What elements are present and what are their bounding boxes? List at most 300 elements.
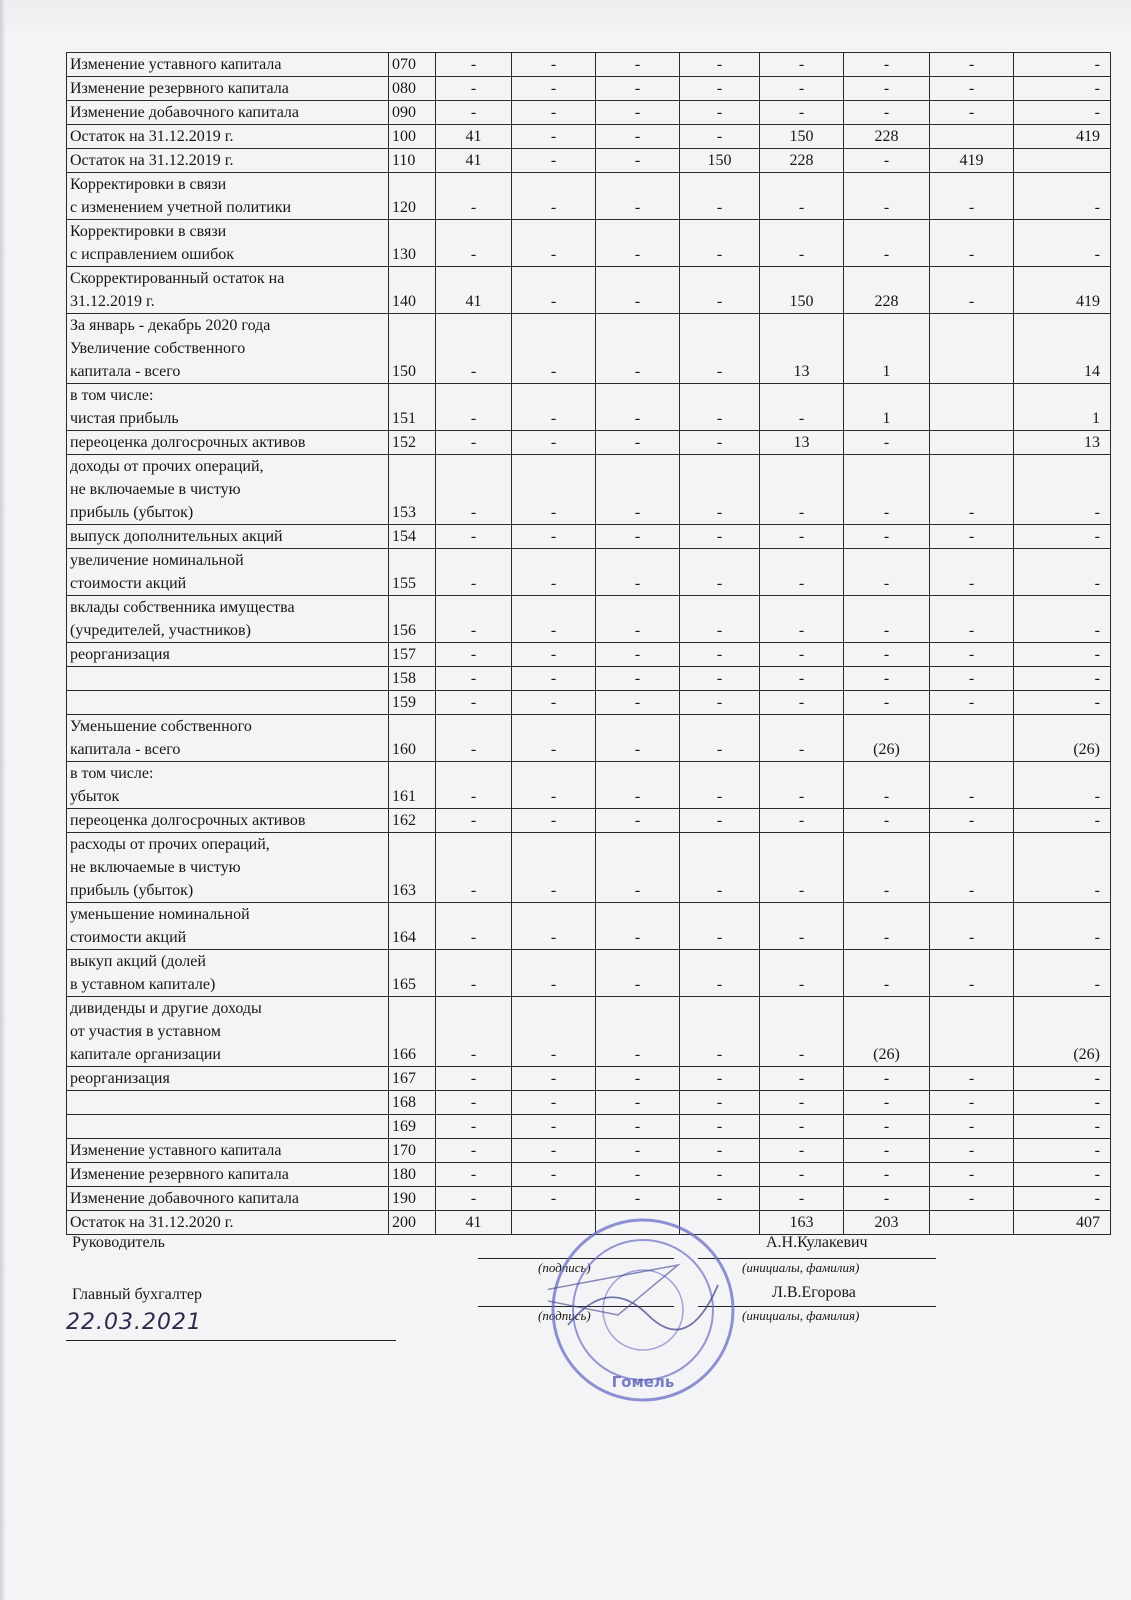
row-code: 160 xyxy=(389,715,436,762)
table-row xyxy=(67,643,1111,667)
row-value: - xyxy=(1014,220,1111,267)
row-value: - xyxy=(844,1067,930,1091)
row-value: - xyxy=(436,384,512,431)
row-value: - xyxy=(760,667,844,691)
row-value: - xyxy=(1014,596,1111,643)
row-value: - xyxy=(930,950,1014,997)
row-value: - xyxy=(1014,1139,1111,1163)
row-value: - xyxy=(512,101,596,125)
row-value: - xyxy=(760,997,844,1067)
row-label: дивиденды и другие доходы от участия в уставном капитале организации xyxy=(67,997,389,1067)
row-value: - xyxy=(680,314,760,384)
row-value: - xyxy=(930,691,1014,715)
row-value: - xyxy=(844,809,930,833)
row-code: 157 xyxy=(389,643,436,667)
row-value: - xyxy=(512,950,596,997)
row-value: - xyxy=(1014,643,1111,667)
row-code: 168 xyxy=(389,1091,436,1115)
row-code: 152 xyxy=(389,431,436,455)
row-value: - xyxy=(680,809,760,833)
row-value xyxy=(596,1211,680,1235)
row-value: - xyxy=(680,762,760,809)
row-value: - xyxy=(680,1091,760,1115)
row-value: - xyxy=(844,53,930,77)
row-value: 228 xyxy=(844,125,930,149)
row-value: - xyxy=(512,525,596,549)
row-value: - xyxy=(844,1163,930,1187)
row-value: - xyxy=(512,455,596,525)
row-value: - xyxy=(930,77,1014,101)
row-value: - xyxy=(436,667,512,691)
table-row xyxy=(67,125,1111,149)
row-value: - xyxy=(596,220,680,267)
row-value: - xyxy=(596,596,680,643)
row-value: - xyxy=(1014,77,1111,101)
row-label: увеличение номинальной стоимости акций xyxy=(67,549,389,596)
row-code: 110 xyxy=(389,149,436,173)
table-row xyxy=(67,549,1111,596)
row-value: - xyxy=(680,833,760,903)
table-row xyxy=(67,267,1111,314)
row-value: - xyxy=(760,643,844,667)
row-value: - xyxy=(930,596,1014,643)
row-value: - xyxy=(844,1187,930,1211)
row-value: - xyxy=(760,715,844,762)
row-value: - xyxy=(930,1067,1014,1091)
row-value: - xyxy=(1014,691,1111,715)
row-value: - xyxy=(844,833,930,903)
table-row xyxy=(67,220,1111,267)
row-value: - xyxy=(596,762,680,809)
row-label: переоценка долгосрочных активов xyxy=(67,809,389,833)
row-code: 080 xyxy=(389,77,436,101)
row-value: - xyxy=(844,762,930,809)
row-value: - xyxy=(844,525,930,549)
row-value: - xyxy=(596,903,680,950)
row-value: 14 xyxy=(1014,314,1111,384)
row-value: - xyxy=(512,903,596,950)
row-value: - xyxy=(930,101,1014,125)
table-body xyxy=(67,53,1111,1235)
row-value: - xyxy=(680,125,760,149)
row-value: 1 xyxy=(1014,384,1111,431)
row-value: - xyxy=(512,53,596,77)
row-value: - xyxy=(680,267,760,314)
table-row xyxy=(67,691,1111,715)
row-label: расходы от прочих операций, не включаемые в чистую прибыль (убыток) xyxy=(67,833,389,903)
row-value: - xyxy=(680,77,760,101)
row-value: - xyxy=(680,950,760,997)
row-label: в том числе: чистая прибыль xyxy=(67,384,389,431)
row-value: - xyxy=(930,1187,1014,1211)
row-label xyxy=(67,1115,389,1139)
row-label: Изменение уставного капитала xyxy=(67,53,389,77)
row-value: 228 xyxy=(844,267,930,314)
row-code: 070 xyxy=(389,53,436,77)
row-value: - xyxy=(680,1187,760,1211)
row-value: 13 xyxy=(760,431,844,455)
row-value: - xyxy=(844,77,930,101)
row-value: - xyxy=(930,903,1014,950)
row-code: 161 xyxy=(389,762,436,809)
table-row xyxy=(67,833,1111,903)
row-value: - xyxy=(844,903,930,950)
row-value: - xyxy=(596,455,680,525)
table-row xyxy=(67,596,1111,643)
row-value: - xyxy=(844,1139,930,1163)
row-code: 158 xyxy=(389,667,436,691)
row-value: 1 xyxy=(844,314,930,384)
row-code: 130 xyxy=(389,220,436,267)
head-initials-caption: (инициалы, фамилия) xyxy=(742,1260,860,1275)
row-label: За январь - декабрь 2020 года Увеличение собственного капитала - всего xyxy=(67,314,389,384)
row-value: - xyxy=(760,455,844,525)
row-value: - xyxy=(436,596,512,643)
row-value: - xyxy=(760,549,844,596)
row-value: - xyxy=(680,1139,760,1163)
row-value: - xyxy=(760,762,844,809)
row-value: - xyxy=(1014,809,1111,833)
row-value: - xyxy=(760,77,844,101)
row-value: - xyxy=(596,809,680,833)
row-value: 41 xyxy=(436,267,512,314)
row-label: Остаток на 31.12.2019 г. xyxy=(67,125,389,149)
row-value: - xyxy=(596,1115,680,1139)
row-code: 167 xyxy=(389,1067,436,1091)
row-value: - xyxy=(436,173,512,220)
row-value: - xyxy=(436,997,512,1067)
row-label: Скорректированный остаток на 31.12.2019 г. xyxy=(67,267,389,314)
row-label: Корректировки в связи с исправлением ошибок xyxy=(67,220,389,267)
row-code: 165 xyxy=(389,950,436,997)
row-label: Остаток на 31.12.2020 г. xyxy=(67,1211,389,1235)
equity-changes-table xyxy=(66,52,1111,1235)
table-row xyxy=(67,1163,1111,1187)
row-value: - xyxy=(1014,53,1111,77)
row-value: 407 xyxy=(1014,1211,1111,1235)
row-value: - xyxy=(596,715,680,762)
row-value: - xyxy=(760,1091,844,1115)
row-label: Изменение резервного капитала xyxy=(67,1163,389,1187)
table-row xyxy=(67,384,1111,431)
head-role-label: Руководитель xyxy=(72,1234,165,1251)
row-value: - xyxy=(680,1163,760,1187)
row-value: - xyxy=(1014,455,1111,525)
row-value: - xyxy=(596,667,680,691)
organization-stamp xyxy=(548,1215,738,1405)
table-row xyxy=(67,149,1111,173)
row-code: 162 xyxy=(389,809,436,833)
row-value xyxy=(930,715,1014,762)
row-code: 153 xyxy=(389,455,436,525)
row-value: - xyxy=(436,691,512,715)
row-code: 163 xyxy=(389,833,436,903)
row-value: (26) xyxy=(844,997,930,1067)
table-row xyxy=(67,667,1111,691)
row-value: - xyxy=(1014,1067,1111,1091)
row-value: - xyxy=(680,715,760,762)
row-value: - xyxy=(930,643,1014,667)
table-row xyxy=(67,431,1111,455)
row-label: Изменение уставного капитала xyxy=(67,1139,389,1163)
table-row xyxy=(67,1139,1111,1163)
row-label: реорганизация xyxy=(67,643,389,667)
row-value: - xyxy=(436,314,512,384)
row-value: - xyxy=(436,1115,512,1139)
row-value: - xyxy=(512,267,596,314)
row-value: - xyxy=(436,101,512,125)
row-value: - xyxy=(930,809,1014,833)
table-row xyxy=(67,1067,1111,1091)
row-value: - xyxy=(930,762,1014,809)
head-initials-line xyxy=(698,1258,936,1259)
row-code: 120 xyxy=(389,173,436,220)
row-value: - xyxy=(436,950,512,997)
head-name: А.Н.Кулакевич xyxy=(766,1234,868,1251)
row-value: - xyxy=(596,1139,680,1163)
handwritten-date: 22.03.2021 xyxy=(66,1310,202,1335)
row-value: - xyxy=(512,1091,596,1115)
table-row xyxy=(67,997,1111,1067)
accountant-initials-line xyxy=(698,1306,936,1307)
row-code: 200 xyxy=(389,1211,436,1235)
row-value: - xyxy=(680,455,760,525)
table-row xyxy=(67,950,1111,997)
table-row xyxy=(67,762,1111,809)
row-code: 154 xyxy=(389,525,436,549)
row-value: - xyxy=(844,431,930,455)
table-row xyxy=(67,77,1111,101)
row-value: (26) xyxy=(844,715,930,762)
row-value: - xyxy=(436,525,512,549)
row-value: (26) xyxy=(1014,715,1111,762)
accountant-initials-caption: (инициалы, фамилия) xyxy=(742,1308,860,1323)
row-code: 155 xyxy=(389,549,436,596)
row-value: - xyxy=(760,1187,844,1211)
row-value: - xyxy=(680,1115,760,1139)
row-value: - xyxy=(436,1187,512,1211)
row-value: - xyxy=(930,1091,1014,1115)
row-value: - xyxy=(1014,950,1111,997)
row-value: 419 xyxy=(1014,267,1111,314)
row-label: Изменение добавочного капитала xyxy=(67,1187,389,1211)
row-value: - xyxy=(930,525,1014,549)
row-label xyxy=(67,1091,389,1115)
row-value: - xyxy=(596,691,680,715)
row-value: - xyxy=(930,667,1014,691)
row-value: - xyxy=(436,549,512,596)
row-value: - xyxy=(844,173,930,220)
row-value: - xyxy=(512,1187,596,1211)
row-value: - xyxy=(844,455,930,525)
row-value: 13 xyxy=(760,314,844,384)
row-code: 170 xyxy=(389,1139,436,1163)
row-code: 166 xyxy=(389,997,436,1067)
accountant-signature-line xyxy=(478,1306,674,1307)
row-value xyxy=(512,1211,596,1235)
row-label: выпуск дополнительных акций xyxy=(67,525,389,549)
row-value: - xyxy=(844,596,930,643)
row-code: 150 xyxy=(389,314,436,384)
row-value: - xyxy=(760,691,844,715)
row-value: - xyxy=(680,173,760,220)
row-value: - xyxy=(512,833,596,903)
row-label: переоценка долгосрочных активов xyxy=(67,431,389,455)
row-value: 150 xyxy=(760,267,844,314)
accountant-signature-caption: (подпись) xyxy=(538,1308,591,1323)
row-value: - xyxy=(436,903,512,950)
row-value: 419 xyxy=(1014,125,1111,149)
row-value: - xyxy=(680,903,760,950)
row-value: - xyxy=(596,525,680,549)
row-value: - xyxy=(844,220,930,267)
row-value: - xyxy=(512,149,596,173)
row-value: - xyxy=(1014,762,1111,809)
row-value: - xyxy=(680,691,760,715)
row-value xyxy=(930,1211,1014,1235)
row-value: - xyxy=(844,643,930,667)
row-value: - xyxy=(844,667,930,691)
row-value: (26) xyxy=(1014,997,1111,1067)
row-value: - xyxy=(596,267,680,314)
row-value: - xyxy=(512,77,596,101)
row-value: 228 xyxy=(760,149,844,173)
row-value: - xyxy=(760,1067,844,1091)
table-row xyxy=(67,715,1111,762)
row-value: - xyxy=(930,220,1014,267)
scan-shadow-left xyxy=(0,0,6,1600)
stamp-city-text: Гомель xyxy=(611,1373,675,1391)
row-value: - xyxy=(760,903,844,950)
row-value: - xyxy=(596,384,680,431)
row-value: - xyxy=(436,1091,512,1115)
row-label xyxy=(67,691,389,715)
row-code: 159 xyxy=(389,691,436,715)
row-code: 190 xyxy=(389,1187,436,1211)
row-value: - xyxy=(844,691,930,715)
row-value: - xyxy=(596,53,680,77)
row-value: - xyxy=(760,809,844,833)
row-value: - xyxy=(512,1163,596,1187)
accountant-role-label: Главный бухгалтер xyxy=(72,1286,202,1303)
row-value: 13 xyxy=(1014,431,1111,455)
table-row xyxy=(67,1211,1111,1235)
row-value: - xyxy=(436,431,512,455)
table-row xyxy=(67,809,1111,833)
row-value: - xyxy=(1014,833,1111,903)
row-value: 41 xyxy=(436,125,512,149)
row-value: - xyxy=(512,596,596,643)
row-value: - xyxy=(512,809,596,833)
row-value: - xyxy=(512,125,596,149)
row-value: - xyxy=(930,267,1014,314)
row-value: - xyxy=(512,384,596,431)
row-value: - xyxy=(512,762,596,809)
row-value: - xyxy=(512,220,596,267)
row-label: Изменение резервного капитала xyxy=(67,77,389,101)
head-signature-line xyxy=(478,1258,674,1259)
row-value: 163 xyxy=(760,1211,844,1235)
row-value: - xyxy=(436,762,512,809)
row-code: 090 xyxy=(389,101,436,125)
row-value: - xyxy=(436,809,512,833)
row-label: выкуп акций (долей в уставном капитале) xyxy=(67,950,389,997)
row-value: - xyxy=(436,643,512,667)
row-code: 156 xyxy=(389,596,436,643)
row-value: - xyxy=(1014,1115,1111,1139)
row-value: - xyxy=(512,1067,596,1091)
row-value: - xyxy=(596,149,680,173)
row-code: 100 xyxy=(389,125,436,149)
row-value: - xyxy=(760,1163,844,1187)
row-value xyxy=(930,314,1014,384)
row-value: - xyxy=(512,691,596,715)
row-value: 150 xyxy=(680,149,760,173)
row-value: - xyxy=(596,125,680,149)
table-row xyxy=(67,525,1111,549)
row-value: - xyxy=(760,525,844,549)
row-label: Корректировки в связи с изменением учетной политики xyxy=(67,173,389,220)
row-value: 41 xyxy=(436,149,512,173)
row-code: 164 xyxy=(389,903,436,950)
row-label: Уменьшение собственного капитала - всего xyxy=(67,715,389,762)
table-row xyxy=(67,53,1111,77)
row-value: - xyxy=(596,314,680,384)
row-value: - xyxy=(680,53,760,77)
row-value: - xyxy=(596,77,680,101)
row-value: - xyxy=(930,1163,1014,1187)
row-label: реорганизация xyxy=(67,1067,389,1091)
row-value: - xyxy=(596,950,680,997)
row-value: - xyxy=(844,549,930,596)
row-value: - xyxy=(1014,173,1111,220)
table-row xyxy=(67,173,1111,220)
row-value xyxy=(930,431,1014,455)
table-row xyxy=(67,455,1111,525)
row-value: - xyxy=(512,997,596,1067)
row-value xyxy=(930,384,1014,431)
row-value: - xyxy=(1014,1163,1111,1187)
row-value: - xyxy=(596,833,680,903)
row-value: - xyxy=(844,1115,930,1139)
row-value: - xyxy=(760,220,844,267)
row-value: - xyxy=(1014,101,1111,125)
row-label: вклады собственника имущества (учредителей, участников) xyxy=(67,596,389,643)
accountant-name: Л.В.Егорова xyxy=(772,1284,856,1301)
row-value: - xyxy=(512,431,596,455)
row-value: - xyxy=(512,1115,596,1139)
row-value: - xyxy=(436,77,512,101)
row-value: - xyxy=(760,950,844,997)
row-value: - xyxy=(760,53,844,77)
row-code: 140 xyxy=(389,267,436,314)
row-value: - xyxy=(1014,1187,1111,1211)
row-value: - xyxy=(680,220,760,267)
head-signature-caption: (подпись) xyxy=(538,1260,591,1275)
row-value xyxy=(680,1211,760,1235)
row-value: - xyxy=(844,149,930,173)
row-value: - xyxy=(1014,525,1111,549)
row-value: 41 xyxy=(436,1211,512,1235)
row-code: 169 xyxy=(389,1115,436,1139)
table-row xyxy=(67,1091,1111,1115)
row-value: - xyxy=(512,643,596,667)
row-value: - xyxy=(596,549,680,596)
row-value: - xyxy=(1014,667,1111,691)
row-value: - xyxy=(512,173,596,220)
row-value: - xyxy=(680,1067,760,1091)
row-value: - xyxy=(436,715,512,762)
